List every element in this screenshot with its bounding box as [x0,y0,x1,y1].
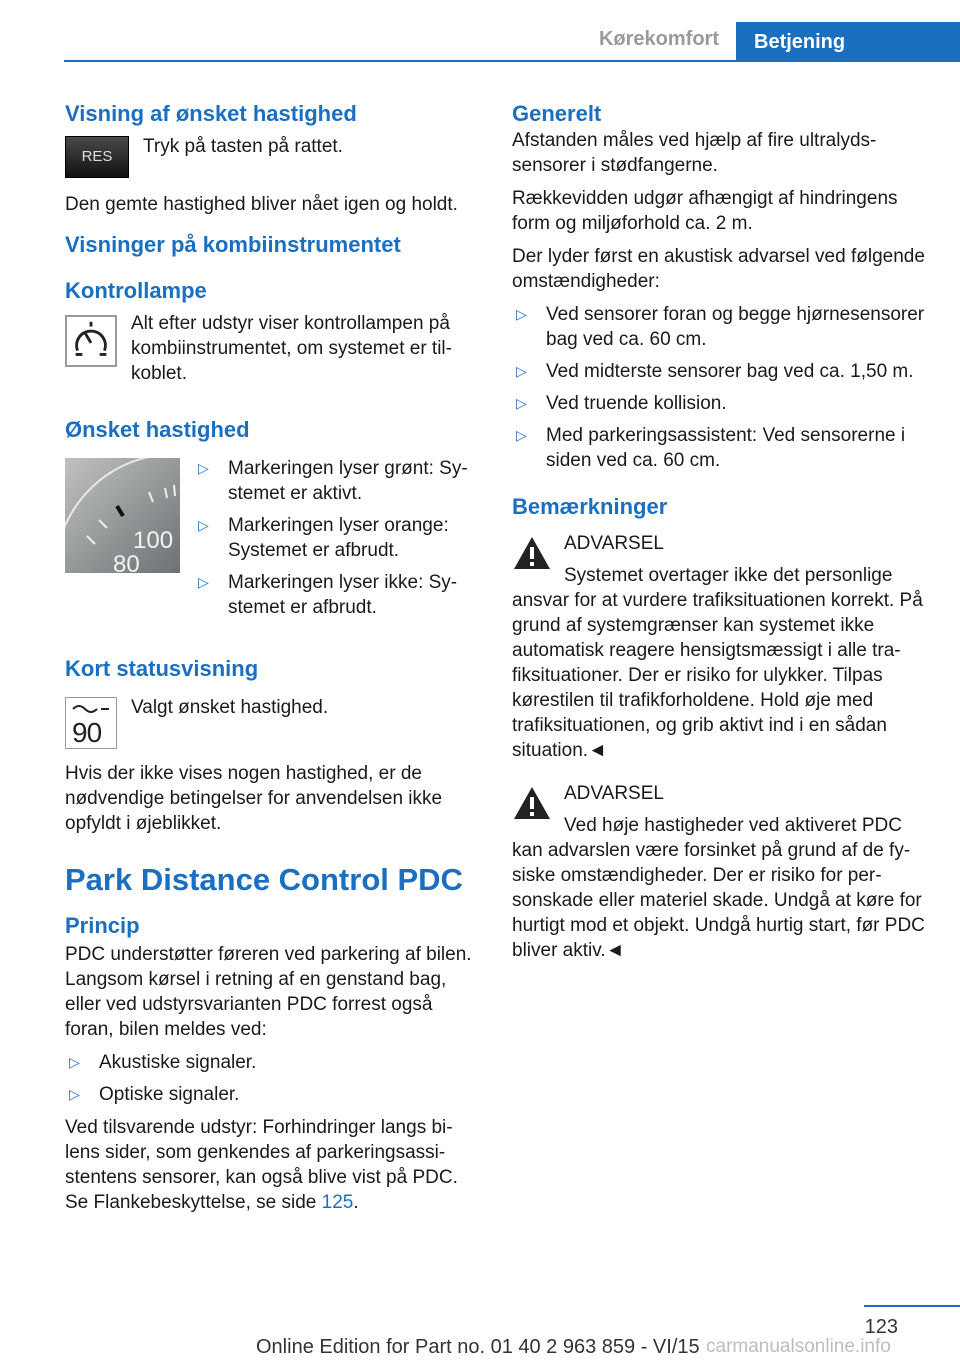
bullet-triangle-icon: ▷ [198,517,209,533]
res-key-icon: RES [65,136,129,178]
page-header [0,0,960,62]
header-tab-betjening[interactable]: Betjening [736,22,960,62]
speed-value: 90 [72,717,102,748]
kontrollampe-row [65,311,480,394]
generelt-p1: Afstanden måles ved hjælp af fire ultralydssensorer i stødfangerne. [512,130,877,176]
princip-list [65,1050,480,1107]
speedometer-indicator-icon [65,315,117,367]
speedometer-gauge-image [65,458,180,573]
kontrollampe-text: Alt efter udstyr viser kontrollampen på kombiinstrumentet, om systemet er tilkoblet. [131,313,452,384]
kort-after-text: Hvis der ikke vises nogen hastighed, er de nødvendige betingelser for anvendelsen ikke opfyldt i øjeblikket. [65,763,443,834]
onsket-list [194,456,480,627]
edition-text: Online Edition for Part no. 01 40 2 963 859 - VI/15 [256,1336,700,1358]
heading-visning: Visning af ønsket hastighed [65,101,357,126]
list-item: ▷ Markeringen lyser grønt: Systemet er aktivt. [198,458,468,504]
warning-triangle-icon [512,785,552,821]
warning-block-1 [512,531,930,763]
warning-text: Systemet overtager ikke det personlige ansvar for at vurdere trafiksituationen korrekt. På grund af systemgrænser kan systemet ikke automatisk reagere hensigtsmæssigt i alle trafiksituationer. Der er risiko for ulykker. Tilpas kørestilen til trafikforholdene. Hold øje med trafiksituationen, og grib aktivt ind i en sådan situation.◄ [512,565,923,761]
bullet-triangle-icon: ▷ [69,1086,80,1102]
res-text: Tryk på tasten på rattet. [143,136,343,157]
heading-princip: Princip [65,913,140,938]
page-number: 123 [864,1316,898,1338]
warning-title: ADVARSEL [564,783,664,804]
generelt-list [512,302,930,473]
kort-row [65,695,480,749]
bullet-triangle-icon: ▷ [516,363,527,379]
bullet-triangle-icon: ▷ [69,1054,80,1070]
list-item: ▷ Markeringen lyser orange: Systemet er afbrudt. [198,515,449,561]
list-item: ▷ Optiske signaler. [69,1084,240,1105]
generelt-p3: Der lyder først en akustisk advarsel ved følgende omstændigheder: [512,246,925,292]
princip-text: PDC understøtter føreren ved parkering af bilen. Langsom kørsel i retning af en genstand bag, eller ved udstyrsvarianten PDC forrest også foran, bilen meldes ved: [65,944,472,1040]
warning-text: Ved høje hastigheder ved aktiveret PDC kan advarslen være forsinket på grund af de fysiske omstændigheder. Der er risiko for personskade eller materiel skade. Undgå at køre for hurtigt mod et objekt. Undgå hurtig start, før PDC bliver aktiv.◄ [512,815,925,961]
heading-onsket: Ønsket hastighed [65,417,250,442]
warning-title: ADVARSEL [564,533,664,554]
header-rule [64,60,960,62]
bullet-triangle-icon: ▷ [516,306,527,322]
list-item: ▷ Akustiske signaler. [69,1052,257,1073]
generelt-p2: Rækkevidden udgør afhængigt af hindringens form og miljøforhold ca. 2 m. [512,188,898,234]
list-item: ▷ Ved midterste sensorer bag ved ca. 1,50 m. [516,361,914,382]
bullet-triangle-icon: ▷ [198,574,209,590]
heading-bemaerkninger: Bemærkninger [512,494,668,519]
bullet-triangle-icon: ▷ [516,395,527,411]
bullet-triangle-icon: ▷ [516,427,527,443]
heading-pdc: Park Distance Control PDC [65,862,463,897]
watermark-text: carmanualsonline.info [706,1336,891,1357]
list-item: ▷ Ved sensorer foran og begge hjørnesensorer bag ved ca. 60 cm. [516,304,925,350]
list-item: ▷ Ved truende kollision. [516,393,727,414]
speed-status-icon [65,697,117,749]
left-column [65,100,480,1223]
kort-text: Valgt ønsket hastighed. [131,697,329,718]
gauge-label-80: 80 [113,551,140,573]
res-row [65,134,480,178]
warning-block-2 [512,781,930,963]
list-item: ▷ Med parkeringsassistent: Ved sensorerne i siden ved ca. 60 cm. [516,425,906,471]
list-item: ▷ Markeringen lyser ikke: Systemet er afbrudt. [198,572,458,618]
princip-after-text: Ved tilsvarende udstyr: Forhindringer langs bilens sider, som genkendes af parkeringsassistentens sensorer, kan også blive vist på PDC. Se Flankebeskyttelse, se side 125. [65,1117,458,1213]
header-tab-korekomfort[interactable]: Kørekomfort [598,28,719,50]
bullet-triangle-icon: ▷ [198,460,209,476]
onsket-row [65,456,480,635]
cruise-wave-icon [71,701,111,717]
page-link-125[interactable]: 125 [321,1192,354,1213]
footer-rule [864,1305,960,1307]
right-column [512,100,930,971]
heading-kontrollampe: Kontrollampe [65,278,207,303]
heading-visninger: Visninger på kombiinstrumentet [65,232,401,257]
heading-kort: Kort statusvisning [65,656,259,681]
gauge-label-100: 100 [133,527,174,554]
heading-generelt: Generelt [512,101,602,126]
res-after-text: Den gemte hastighed bliver nået igen og holdt. [65,194,458,215]
warning-triangle-icon [512,535,552,571]
